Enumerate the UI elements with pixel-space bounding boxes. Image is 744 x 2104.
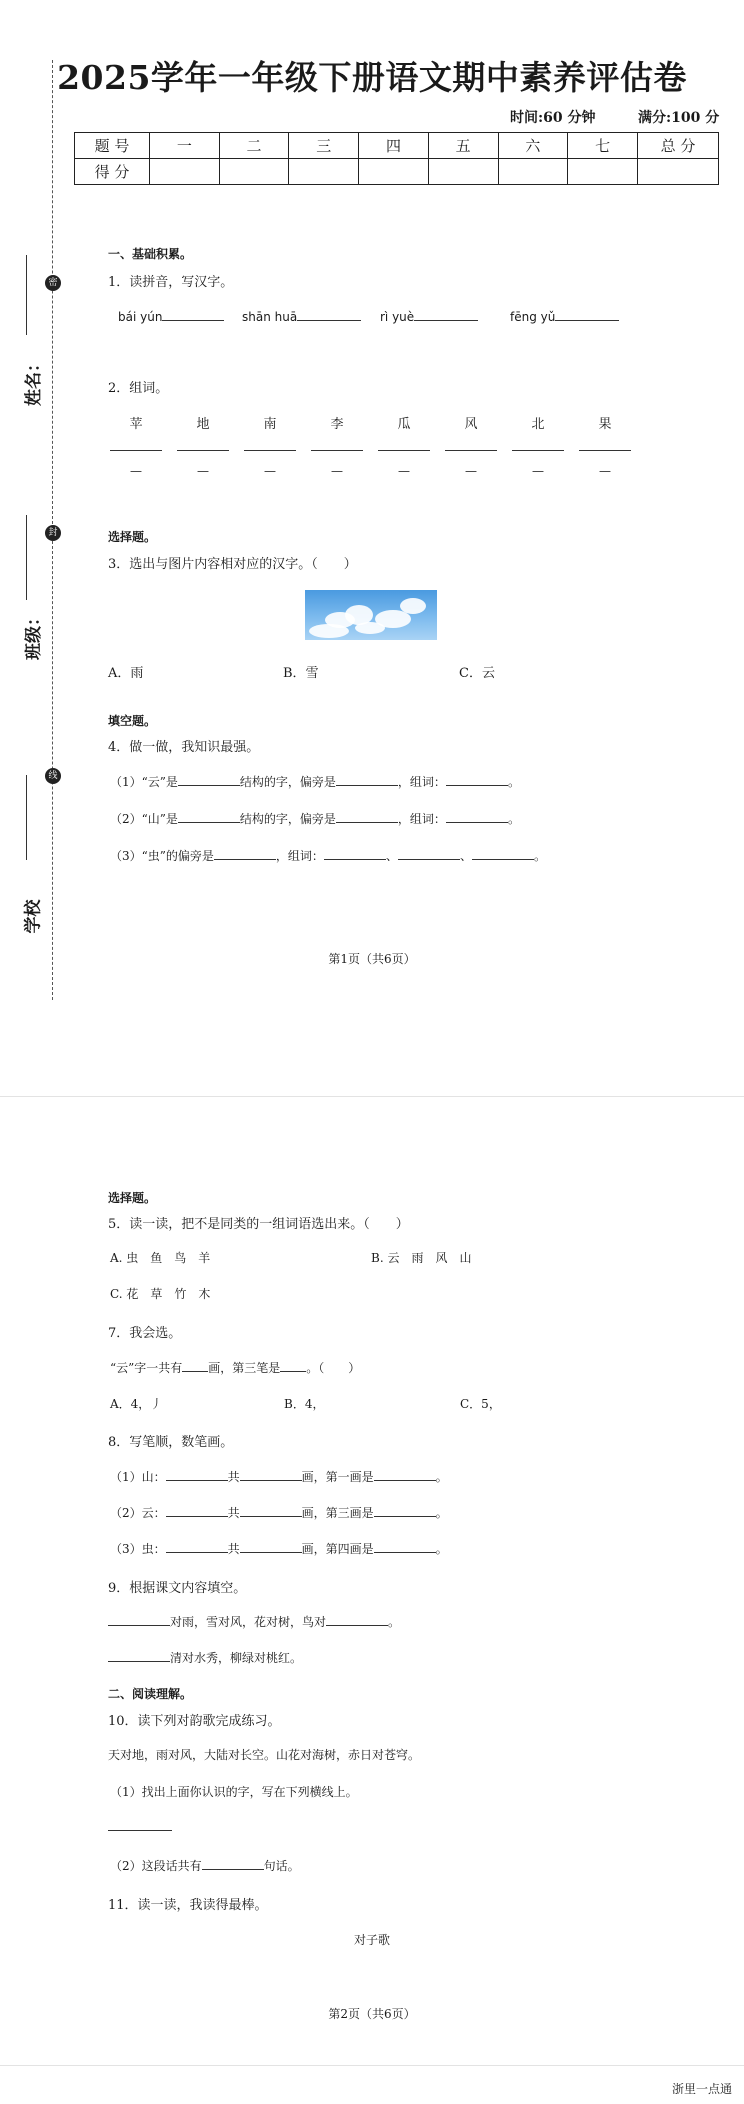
word-dash: — — [599, 464, 611, 478]
q10-text: 句话。 — [263, 1859, 300, 1873]
q8-text: 共 — [227, 1470, 240, 1484]
q9-text: 。 — [388, 1615, 401, 1629]
answer-blank[interactable] — [108, 1649, 170, 1662]
answer-blank[interactable] — [579, 450, 631, 451]
school-label: 学校 — [23, 899, 44, 934]
score-table-header-cell: 三 — [289, 133, 359, 159]
score-cell[interactable] — [359, 159, 429, 185]
question-3-stem: 3．选出与图片内容相对应的汉字。（ ） — [108, 557, 357, 572]
word-dash: — — [465, 464, 477, 478]
q7-option-a[interactable]: A．4，丿 — [110, 1397, 163, 1411]
pinyin-text: rì yuè — [380, 310, 415, 324]
answer-blank[interactable] — [202, 1857, 264, 1870]
q4-2-text: 。 — [507, 812, 520, 826]
q4-2-text: （2）“山”是 — [110, 812, 178, 826]
question-10-stem: 10．读下列对韵歌完成练习。 — [108, 1714, 281, 1729]
page-2-footer: 第2页（共6页） — [328, 2007, 416, 2021]
score-cell[interactable] — [638, 159, 719, 185]
q8-row — [110, 1468, 448, 1485]
score-table-header-cell: 一 — [150, 133, 220, 159]
choice-section-heading: 选择题。 — [108, 1191, 157, 1205]
word-char: 果 — [598, 417, 612, 432]
pinyin-item — [242, 308, 361, 324]
answer-blank[interactable] — [445, 450, 497, 451]
q5-option-a[interactable]: A. 虫 鱼 鸟 羊 — [110, 1251, 211, 1265]
answer-blank[interactable] — [512, 450, 564, 451]
question-7-stem: 7．我会选。 — [108, 1326, 182, 1341]
score-cell[interactable] — [219, 159, 289, 185]
q4-1-text: （1）“云”是 — [110, 775, 178, 789]
q4-3-sep: 、 — [459, 849, 472, 863]
q9-text: 对雨，雪对风，花对树，鸟对 — [170, 1615, 327, 1629]
seal-mark-xian: 线 — [45, 768, 61, 784]
q7-text: 画，第三笔是 — [208, 1361, 281, 1375]
answer-blank[interactable] — [378, 450, 430, 451]
q9-text: 清对水秀，柳绿对桃红。 — [170, 1651, 303, 1665]
q8-text: 。 — [435, 1506, 448, 1520]
word-char: 瓜 — [397, 417, 411, 432]
answer-blank[interactable] — [446, 810, 508, 823]
answer-blank[interactable] — [244, 450, 296, 451]
score-table-header-cell: 四 — [359, 133, 429, 159]
answer-blank[interactable] — [374, 1468, 436, 1481]
word-dash: — — [130, 464, 142, 478]
question-4-2 — [110, 810, 520, 827]
answer-blank[interactable] — [336, 773, 398, 786]
q10-passage: 天对地，雨对风，大陆对长空。山花对海树，赤日对苍穹。 — [108, 1748, 421, 1762]
score-cell[interactable] — [498, 159, 568, 185]
score-cell[interactable] — [150, 159, 220, 185]
answer-blank[interactable] — [240, 1540, 302, 1553]
question-2-stem: 2．组词。 — [108, 381, 169, 396]
question-5-stem: 5．读一读，把不是同类的一组词语选出来。（ ） — [108, 1217, 409, 1232]
score-table — [74, 132, 719, 185]
answer-blank[interactable] — [177, 450, 229, 451]
q4-1-text: ，组词： — [397, 775, 446, 789]
answer-blank[interactable] — [555, 308, 619, 321]
score-row-label: 得 分 — [75, 159, 150, 185]
q8-text: （2）云： — [110, 1506, 166, 1520]
pinyin-item — [380, 308, 478, 324]
class-label: 班级： — [24, 609, 44, 660]
watermark: 浙里一点通 — [671, 2082, 732, 2096]
q7-option-b[interactable]: B．4， — [284, 1397, 325, 1411]
q4-3-text: 。 — [533, 849, 546, 863]
answer-blank[interactable] — [374, 1504, 436, 1517]
q10-text: （2）这段话共有 — [110, 1859, 202, 1873]
q4-3-text: ，组词： — [275, 849, 324, 863]
question-1-stem: 1．读拼音，写汉字。 — [108, 275, 234, 290]
q9-line-2 — [108, 1649, 302, 1666]
q7-option-c[interactable]: C．5， — [460, 1397, 501, 1411]
answer-blank[interactable] — [297, 308, 361, 321]
word-char: 北 — [531, 417, 545, 432]
fill-section-heading: 填空题。 — [108, 714, 157, 728]
question-7-text — [110, 1359, 360, 1376]
pinyin-text: bái yún — [118, 310, 163, 324]
word-char: 李 — [330, 417, 344, 432]
q9-line-1 — [108, 1613, 400, 1630]
q4-2-text: 结构的字，偏旁是 — [239, 812, 336, 826]
q8-text: 画，第四画是 — [301, 1542, 374, 1556]
class-write-line[interactable] — [26, 515, 27, 600]
answer-blank[interactable] — [110, 450, 162, 451]
pinyin-item — [510, 308, 619, 324]
word-dash: — — [264, 464, 276, 478]
full-score: 满分:100 分 — [638, 110, 720, 126]
answer-blank[interactable] — [336, 810, 398, 823]
name-write-line[interactable] — [26, 255, 27, 335]
answer-blank[interactable] — [311, 450, 363, 451]
q8-text: 画，第一画是 — [301, 1470, 374, 1484]
exam-title: 2025学年一年级下册语文期中素养评估卷 — [57, 58, 687, 97]
choice-section-heading: 选择题。 — [108, 530, 157, 544]
q4-3-text: （3）“虫”的偏旁是 — [110, 849, 214, 863]
word-dash: — — [197, 464, 209, 478]
answer-blank[interactable] — [280, 1359, 306, 1372]
option-b[interactable]: B．雪 — [283, 666, 319, 681]
question-4-stem: 4．做一做，我知识最强。 — [108, 740, 260, 755]
q10-sub-1: （1）找出上面你认识的字，写在下列横线上。 — [110, 1785, 358, 1799]
word-char: 地 — [196, 417, 210, 432]
word-char: 风 — [464, 417, 478, 432]
word-dash: — — [532, 464, 544, 478]
score-table-header-cell: 六 — [498, 133, 568, 159]
answer-blank[interactable] — [414, 308, 478, 321]
answer-blank[interactable] — [178, 773, 240, 786]
q8-row — [110, 1504, 448, 1521]
name-label: 姓名： — [24, 355, 44, 406]
answer-blank[interactable] — [240, 1468, 302, 1481]
q10-sub-2 — [110, 1857, 300, 1874]
word-dash: — — [398, 464, 410, 478]
q8-text: 。 — [435, 1542, 448, 1556]
word-char: 苹 — [129, 417, 143, 432]
q8-row — [110, 1540, 448, 1557]
score-cell[interactable] — [289, 159, 359, 185]
answer-blank[interactable] — [166, 1540, 228, 1553]
answer-blank[interactable] — [108, 1830, 172, 1831]
pinyin-item — [118, 308, 224, 324]
section-2-heading: 二、阅读理解。 — [108, 1687, 193, 1701]
exam-page-2 — [0, 1096, 744, 2066]
q8-text: （1）山： — [110, 1470, 166, 1484]
q8-text: 共 — [227, 1542, 240, 1556]
sky-cloud-image — [305, 590, 437, 640]
pinyin-text: shān huā — [242, 310, 298, 324]
exam-page-1 — [0, 0, 744, 1007]
answer-blank[interactable] — [324, 847, 386, 860]
answer-blank[interactable] — [162, 308, 224, 321]
pinyin-text: fēng yǔ — [510, 310, 556, 324]
score-cell[interactable] — [568, 159, 638, 185]
answer-blank[interactable] — [472, 847, 534, 860]
answer-blank[interactable] — [182, 1359, 208, 1372]
score-table-score-row — [75, 159, 719, 185]
page-1-footer: 第1页（共6页） — [328, 952, 416, 966]
q5-option-b[interactable]: B. 云 雨 风 山 — [371, 1251, 472, 1265]
score-table-header-cell: 二 — [219, 133, 289, 159]
q4-1-text: 结构的字，偏旁是 — [239, 775, 336, 789]
q8-text: 画，第三画是 — [301, 1506, 374, 1520]
answer-blank[interactable] — [374, 1540, 436, 1553]
score-table-header-cell: 七 — [568, 133, 638, 159]
question-4-3 — [110, 847, 546, 864]
q8-text: （3）虫： — [110, 1542, 166, 1556]
q7-text: “云”字一共有 — [110, 1361, 183, 1375]
answer-blank[interactable] — [166, 1468, 228, 1481]
answer-blank[interactable] — [108, 1613, 170, 1626]
q11-poem-title: 对子歌 — [353, 1933, 390, 1947]
time-limit: 时间:60 分钟 — [510, 110, 596, 126]
word-dash: — — [331, 464, 343, 478]
question-4-1 — [110, 773, 520, 790]
question-9-stem: 9．根据课文内容填空。 — [108, 1581, 247, 1596]
score-table-header-row — [75, 133, 719, 159]
answer-blank[interactable] — [178, 810, 240, 823]
question-8-stem: 8．写笔顺，数笔画。 — [108, 1435, 234, 1450]
section-1-heading: 一、基础积累。 — [108, 247, 193, 261]
option-c[interactable]: C．云 — [459, 666, 495, 681]
option-a[interactable]: A．雨 — [108, 666, 144, 681]
q7-text: 。（ ） — [306, 1361, 361, 1375]
q4-2-text: ，组词： — [397, 812, 446, 826]
q5-option-c[interactable]: C. 花 草 竹 木 — [110, 1287, 211, 1301]
score-table-header-cell: 题 号 — [75, 133, 150, 159]
page-gap — [0, 1006, 744, 1096]
score-table-header-cell: 五 — [428, 133, 498, 159]
answer-blank[interactable] — [326, 1613, 388, 1626]
q4-3-sep: 、 — [385, 849, 398, 863]
answer-blank[interactable] — [240, 1504, 302, 1517]
answer-blank[interactable] — [166, 1504, 228, 1517]
question-11-stem: 11．读一读，我读得最棒。 — [108, 1898, 268, 1913]
answer-blank[interactable] — [398, 847, 460, 860]
q4-1-text: 。 — [507, 775, 520, 789]
score-cell[interactable] — [428, 159, 498, 185]
seal-mark-mi: 密 — [45, 275, 61, 291]
q8-text: 共 — [227, 1506, 240, 1520]
q8-text: 。 — [435, 1470, 448, 1484]
score-table-header-cell: 总 分 — [638, 133, 719, 159]
seal-mark-feng: 封 — [45, 525, 61, 541]
answer-blank[interactable] — [446, 773, 508, 786]
word-char: 南 — [263, 417, 277, 432]
answer-blank[interactable] — [214, 847, 276, 860]
school-write-line[interactable] — [26, 775, 27, 860]
